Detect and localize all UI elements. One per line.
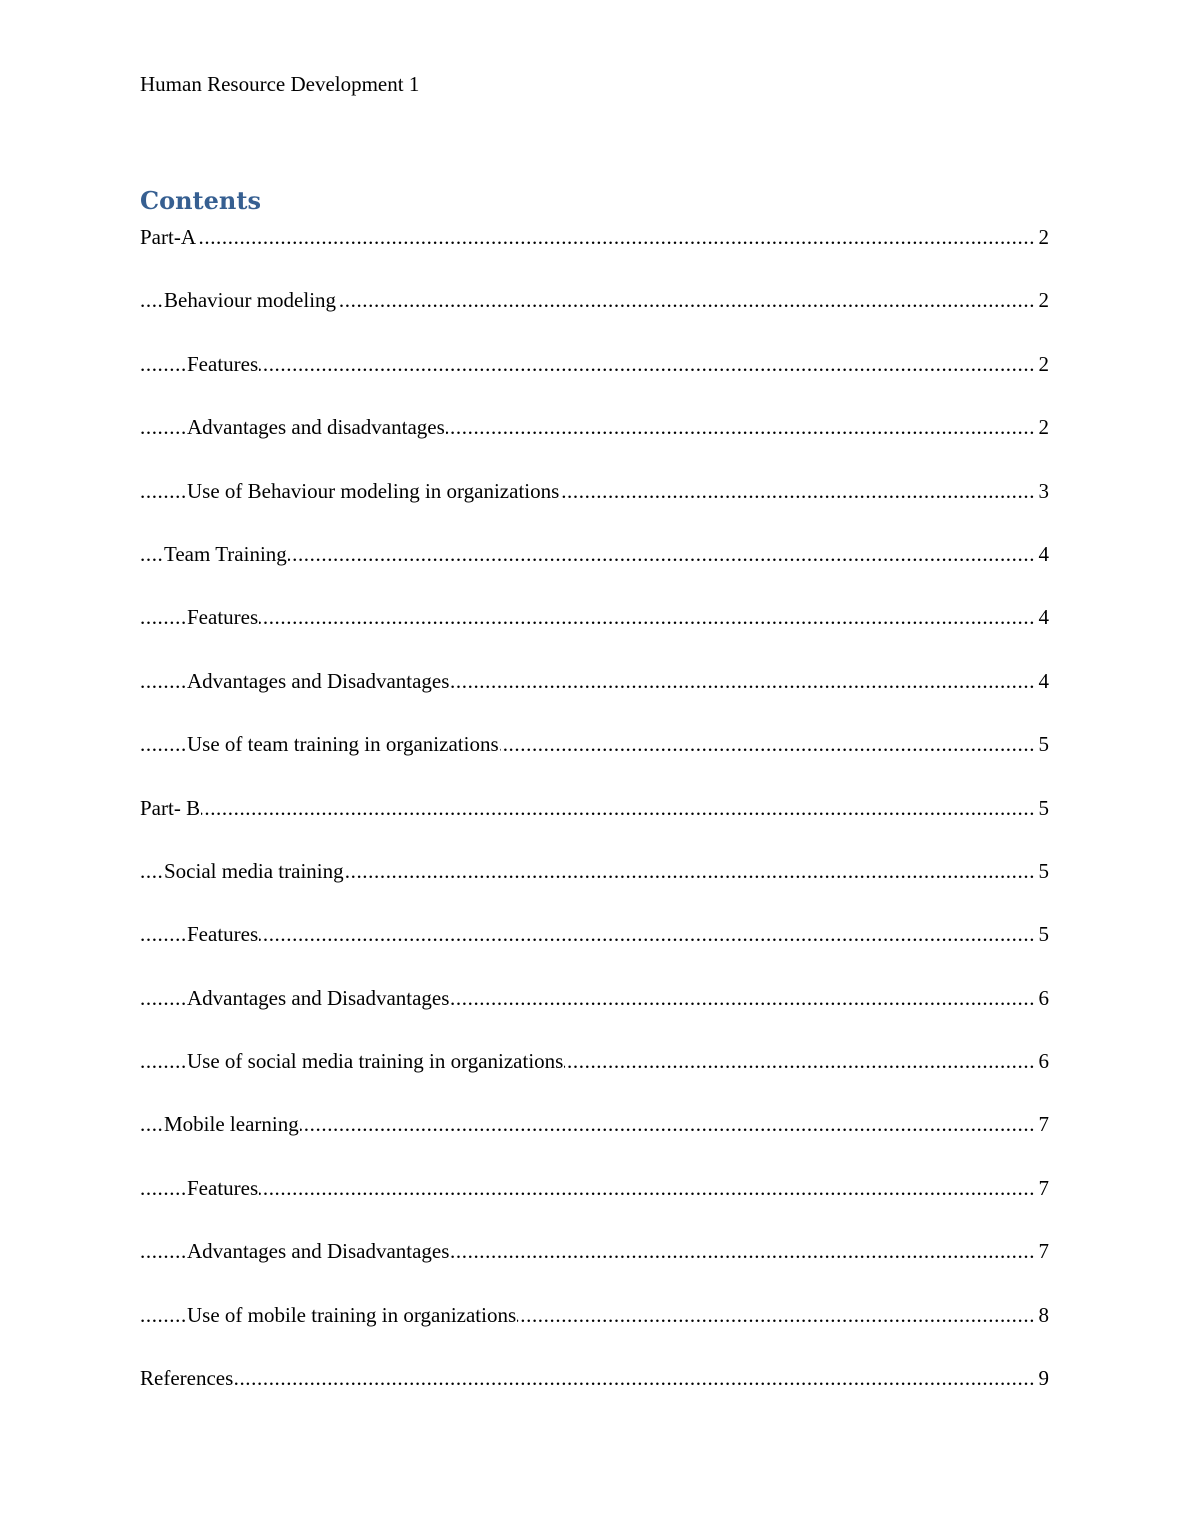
toc-entry-label: Part-A	[140, 225, 196, 249]
toc-entry-page-number: 6	[1038, 985, 1049, 1010]
toc-entry-page-number: 8	[1038, 1302, 1049, 1327]
toc-entry-label: Behaviour modeling	[164, 288, 337, 313]
toc-entry-label: Mobile learning	[164, 1112, 299, 1137]
toc-entry-page-number: 2	[1038, 225, 1049, 249]
table-of-contents	[140, 223, 1049, 1427]
dot-leader	[140, 1174, 1036, 1202]
toc-entry-page-number: 2	[1038, 288, 1049, 313]
toc-entry-page-number: 6	[1038, 1049, 1049, 1074]
toc-entry-label: Use of team training in organizations	[187, 732, 499, 757]
toc-entry-page-number: 5	[1038, 732, 1049, 757]
running-head: Human Resource Development 1	[140, 72, 420, 96]
toc-entry-label: Social media training	[164, 858, 344, 883]
toc-entry[interactable]	[140, 920, 1049, 948]
toc-entry-label: Features	[187, 351, 259, 376]
toc-entry-label: Advantages and Disadvantages	[187, 668, 450, 693]
toc-entry-page-number: 9	[1038, 1366, 1049, 1391]
toc-entry-page-number: 3	[1038, 478, 1049, 503]
toc-entry[interactable]	[140, 540, 1049, 568]
toc-entry[interactable]	[140, 223, 1049, 251]
toc-entry-page-number: 2	[1038, 415, 1049, 440]
toc-entry[interactable]	[140, 603, 1049, 631]
toc-entry-label: Advantages and Disadvantages	[187, 1239, 450, 1264]
toc-entry-label: Use of mobile training in organizations	[187, 1302, 517, 1327]
toc-entry[interactable]	[140, 794, 1049, 822]
dot-leader	[140, 794, 1036, 822]
toc-entry[interactable]	[140, 857, 1049, 885]
toc-entry[interactable]	[140, 1110, 1049, 1138]
toc-entry-page-number: 4	[1038, 541, 1049, 566]
toc-entry-page-number: 5	[1038, 922, 1049, 947]
toc-entry-label: References	[140, 1366, 234, 1391]
toc-entry[interactable]	[140, 477, 1049, 505]
toc-entry-page-number: 4	[1038, 605, 1049, 630]
toc-entry[interactable]	[140, 1364, 1049, 1392]
toc-entry-page-number: 5	[1038, 858, 1049, 883]
toc-entry[interactable]	[140, 286, 1049, 314]
dot-leader	[140, 603, 1036, 631]
toc-entry[interactable]	[140, 667, 1049, 695]
toc-entry[interactable]	[140, 1047, 1049, 1075]
toc-entry-label: Features	[187, 922, 259, 947]
toc-entry[interactable]	[140, 730, 1049, 758]
toc-heading: Contents	[140, 186, 261, 215]
toc-entry-label: Features	[187, 1175, 259, 1200]
dot-leader	[140, 350, 1036, 378]
toc-entry[interactable]	[140, 984, 1049, 1012]
toc-entry-label: Advantages and disadvantages	[187, 415, 445, 440]
toc-entry[interactable]	[140, 1237, 1049, 1265]
dot-leader	[140, 223, 1036, 251]
toc-entry[interactable]	[140, 350, 1049, 378]
toc-entry-page-number: 7	[1038, 1175, 1049, 1200]
toc-entry-label: Team Training	[164, 541, 287, 566]
toc-entry-label: Part- B	[140, 795, 201, 820]
toc-entry-page-number: 4	[1038, 668, 1049, 693]
toc-entry-label: Features	[187, 605, 259, 630]
toc-entry-label: Use of Behaviour modeling in organizations	[187, 478, 560, 503]
toc-entry-label: Advantages and Disadvantages	[187, 985, 450, 1010]
toc-entry-page-number: 7	[1038, 1239, 1049, 1264]
toc-entry[interactable]	[140, 1301, 1049, 1329]
toc-entry[interactable]	[140, 1174, 1049, 1202]
toc-entry[interactable]	[140, 413, 1049, 441]
dot-leader	[140, 920, 1036, 948]
toc-entry-page-number: 5	[1038, 795, 1049, 820]
toc-entry-page-number: 7	[1038, 1112, 1049, 1137]
dot-leader	[140, 1364, 1036, 1392]
toc-entry-page-number: 2	[1038, 351, 1049, 376]
toc-entry-label: Use of social media training in organizations	[187, 1049, 564, 1074]
